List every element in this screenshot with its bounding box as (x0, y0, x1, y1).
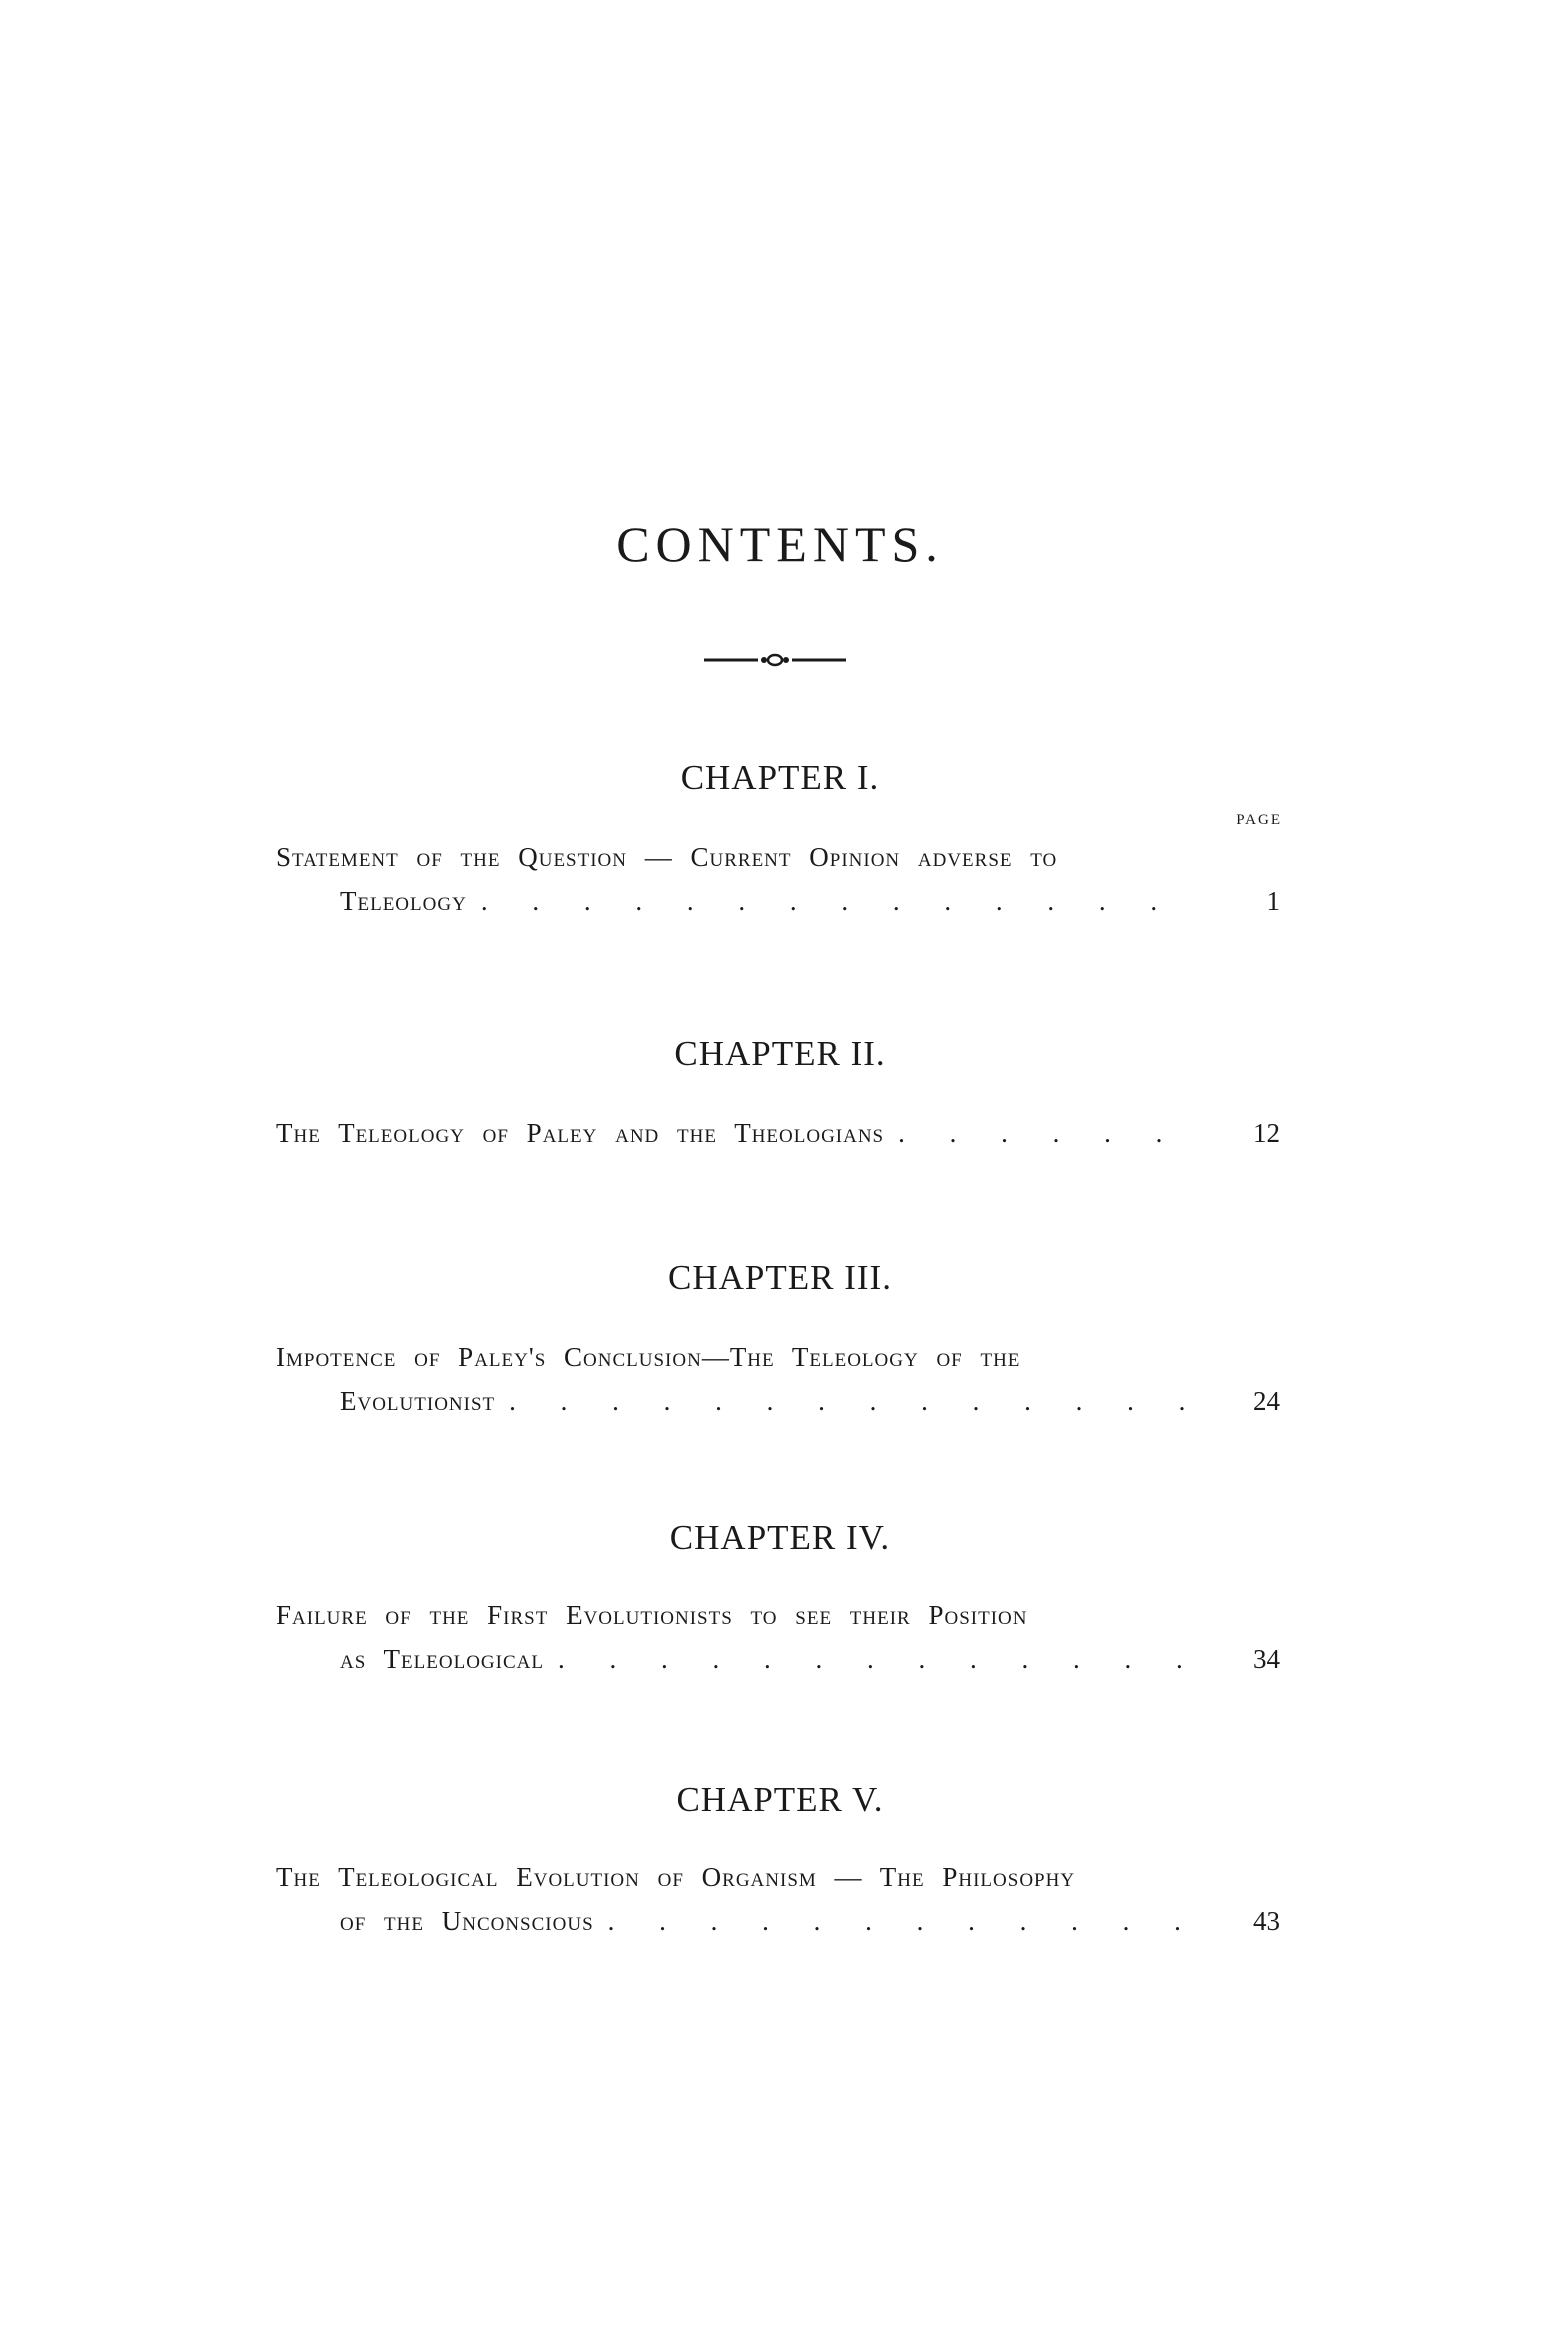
entry-line (340, 1906, 1200, 1937)
entry-line (340, 1644, 1200, 1675)
page-number: 34 (1253, 1644, 1280, 1674)
dot-leader (481, 886, 1200, 917)
chapter-heading: CHAPTER V. (676, 1780, 884, 1819)
entry-line-text: as Teleological (340, 1644, 544, 1674)
chapter-heading: CHAPTER I. (680, 758, 880, 797)
entry-line: Failure of the First Evolutionists to see their Position (276, 1600, 1028, 1630)
entry-line-text: Evolutionist (340, 1386, 496, 1416)
page-number: 43 (1253, 1906, 1280, 1936)
entry-line: The Teleological Evolution of Organism — The Philosophy (276, 1862, 1076, 1892)
dot-leader (608, 1906, 1200, 1937)
entry-line (276, 1118, 1200, 1149)
dot-leader (509, 1386, 1200, 1417)
chapter-heading: CHAPTER II. (674, 1034, 886, 1073)
entry-line (340, 886, 1200, 917)
entry-line-text: Teleology (340, 886, 467, 916)
chapter-heading: CHAPTER IV. (669, 1518, 891, 1557)
chapter-heading: CHAPTER III. (668, 1258, 892, 1297)
dot-leader (898, 1118, 1200, 1149)
page-column-label: PAGE (1236, 812, 1282, 828)
page-number: 24 (1253, 1386, 1280, 1416)
entry-line-text: The Teleology of Paley and the Theologians (276, 1118, 885, 1148)
ornament-divider-icon (704, 649, 846, 669)
entry-line: Statement of the Question — Current Opinion adverse to (276, 842, 1058, 872)
entry-line-text: of the Unconscious (340, 1906, 594, 1936)
page-number: 1 (1266, 886, 1280, 916)
page-number: 12 (1253, 1118, 1280, 1148)
entry-line: Impotence of Paley's Conclusion—The Teleology of the (276, 1342, 1021, 1372)
dot-leader (558, 1644, 1200, 1675)
entry-line (340, 1386, 1200, 1417)
page-title: CONTENTS. (616, 516, 944, 572)
